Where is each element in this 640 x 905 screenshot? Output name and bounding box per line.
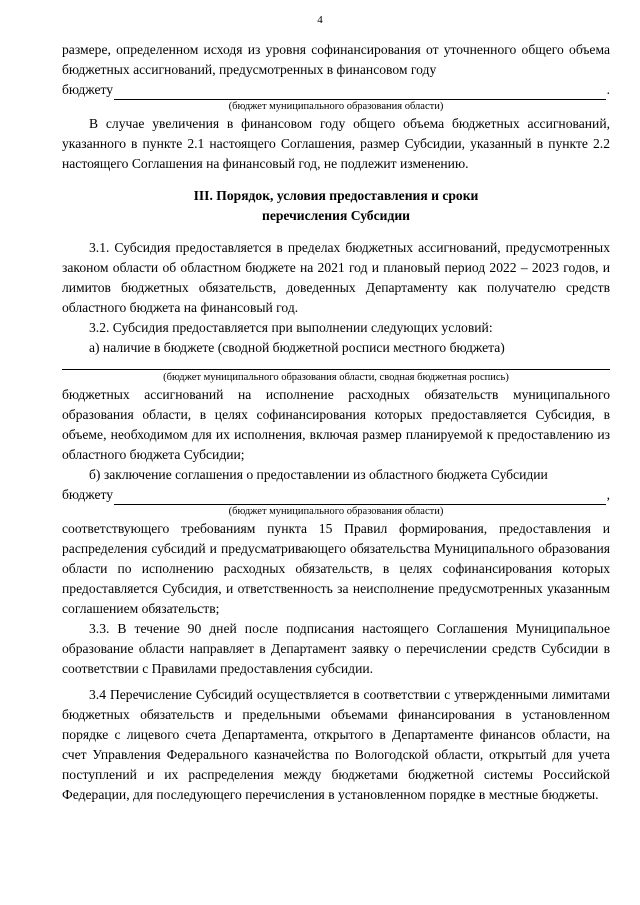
caption-municipal-budget-b: (бюджет муниципального образования области): [228, 506, 444, 517]
paragraph-cofinancing: размере, определенном исходя из уровня софинансирования от уточненного общего объема бюджетных ассигнований, предусмотренных в финансовом году: [62, 42, 610, 77]
paragraph-3-2-a: а) наличие в бюджете (сводной бюджетной росписи местного бюджета): [89, 340, 505, 355]
section-heading-line2: перечисления Субсидии: [261, 208, 411, 223]
caption-municipal-budget: (бюджет муниципального образования области): [228, 101, 444, 112]
blank-lead-label-b: бюджету: [62, 487, 114, 502]
fill-in-line-budget: [62, 80, 610, 100]
paragraph-3-2-b: б) заключение соглашения о предоставлении из областного бюджета Субсидии: [89, 467, 548, 482]
blank-underline: [114, 84, 605, 100]
blank-underline-b: [114, 489, 605, 505]
caption-budget-list: (бюджет муниципального образования области, сводная бюджетная роспись): [163, 372, 509, 383]
paragraph-increase: В случае увеличения в финансовом году общего объема бюджетных ассигнований, указанного в пункте 2.1 настоящего Соглашения, размер Субсидии, указанный в пункте 2.2 настоящего Соглашения на финансовый год, не подлежит изменению.: [62, 116, 610, 171]
fill-in-rule: [62, 358, 610, 370]
paragraph-3-1: 3.1. Субсидия предоставляется в пределах бюджетных ассигнований, предусмотренных законом области об областном бюджете на 2021 год и плановый период 2022 – 2023 годов, и лимитов бюджетных обязательств, доведенных Департаменту как получателю средств областного бюджета на финансовый год.: [62, 240, 610, 315]
paragraph-3-3: 3.3. В течение 90 дней после подписания настоящего Соглашения Муниципальное образование области направляет в Департамент заявку о перечислении средств Субсидии в соответствии с Правилами предоставления субсидии.: [62, 621, 610, 676]
section-heading: [62, 186, 610, 226]
fill-in-line-budget-b: [62, 485, 610, 505]
blank-trail-punct: .: [606, 82, 610, 97]
page-number: 4: [317, 14, 323, 26]
blank-trail-punct-b: ,: [606, 487, 610, 502]
paragraph-3-2: 3.2. Субсидия предоставляется при выполнении следующих условий:: [89, 320, 493, 335]
document-body: [62, 40, 610, 805]
section-heading-line1: III. Порядок, условия предоставления и сроки: [193, 188, 479, 203]
paragraph-3-4: 3.4 Перечисление Субсидий осуществляется в соответствии с утвержденными лимитами бюджетных обязательств и предельными объемами финансирования в установленном порядке с лицевого счета Департамента, открытого в Департаменте финансов области, на счет Управления Федерального казначейства по Вологодской области, открытый для учета поступлений и их распределения между бюджетами бюджетной системы Российской Федерации, для последующего перечисления в установленном порядке в местные бюджеты.: [62, 687, 610, 802]
blank-lead-label: бюджету: [62, 82, 114, 97]
paragraph-3-2-a-continuation: бюджетных ассигнований на исполнение расходных обязательств муниципального образования области, в целях софинансирования которых предоставляется Субсидия, в объеме, необходимом для их исполнения, включая размер планируемой к предоставлению из областного бюджета Субсидии;: [62, 387, 610, 462]
paragraph-3-2-b-continuation: соответствующего требованиям пункта 15 Правил формирования, предоставления и распределения субсидий и предусматривающего обязательства Муниципального образования области по исполнению расходных обязательств, в целях софинансирования которых предоставляется Субсидия, и ответственность за неисполнение предусмотренных указанным соглашением обязательств;: [62, 521, 610, 616]
